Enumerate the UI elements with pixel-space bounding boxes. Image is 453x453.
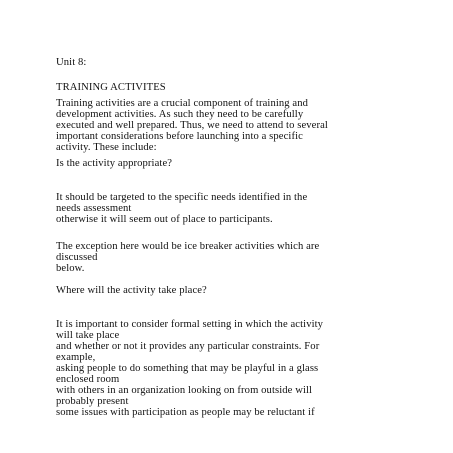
paragraph-line: with others in an organization looking on from outside will bbox=[56, 385, 313, 396]
paragraph-line: some issues with participation as people may be reluctant if bbox=[56, 407, 315, 418]
unit-label: Unit 8: bbox=[56, 57, 87, 68]
section-title: TRAINING ACTIVITES bbox=[56, 82, 166, 93]
paragraph-line: needs assessment bbox=[56, 203, 132, 214]
paragraph-line: The exception here would be ice breaker activities which are bbox=[56, 241, 320, 252]
paragraph-line: below. bbox=[56, 263, 85, 274]
intro-line: executed and well prepared. Thus, we need to attend to several bbox=[56, 120, 328, 131]
paragraph-line: otherwise it will seem out of place to participants. bbox=[56, 214, 273, 225]
paragraph-line: discussed bbox=[56, 252, 98, 263]
question-heading: Is the activity appropriate? bbox=[56, 158, 173, 169]
paragraph-line: It is important to consider formal setting in which the activity bbox=[56, 319, 324, 330]
paragraph-line: asking people to do something that may be playful in a glass bbox=[56, 363, 319, 374]
paragraph-line: enclosed room bbox=[56, 374, 120, 385]
intro-line: activity. These include: bbox=[56, 142, 157, 153]
question-heading: Where will the activity take place? bbox=[56, 285, 207, 296]
paragraph-line: and whether or not it provides any particular constraints. For bbox=[56, 341, 320, 352]
paragraph-line: It should be targeted to the specific needs identified in the bbox=[56, 192, 308, 203]
intro-line: development activities. As such they need to be carefully bbox=[56, 109, 304, 120]
paragraph-line: will take place bbox=[56, 330, 120, 341]
paragraph-line: example, bbox=[56, 352, 96, 363]
paragraph-line: probably present bbox=[56, 396, 129, 407]
intro-line: important considerations before launching into a specific bbox=[56, 131, 303, 142]
intro-line: Training activities are a crucial component of training and bbox=[56, 98, 309, 109]
